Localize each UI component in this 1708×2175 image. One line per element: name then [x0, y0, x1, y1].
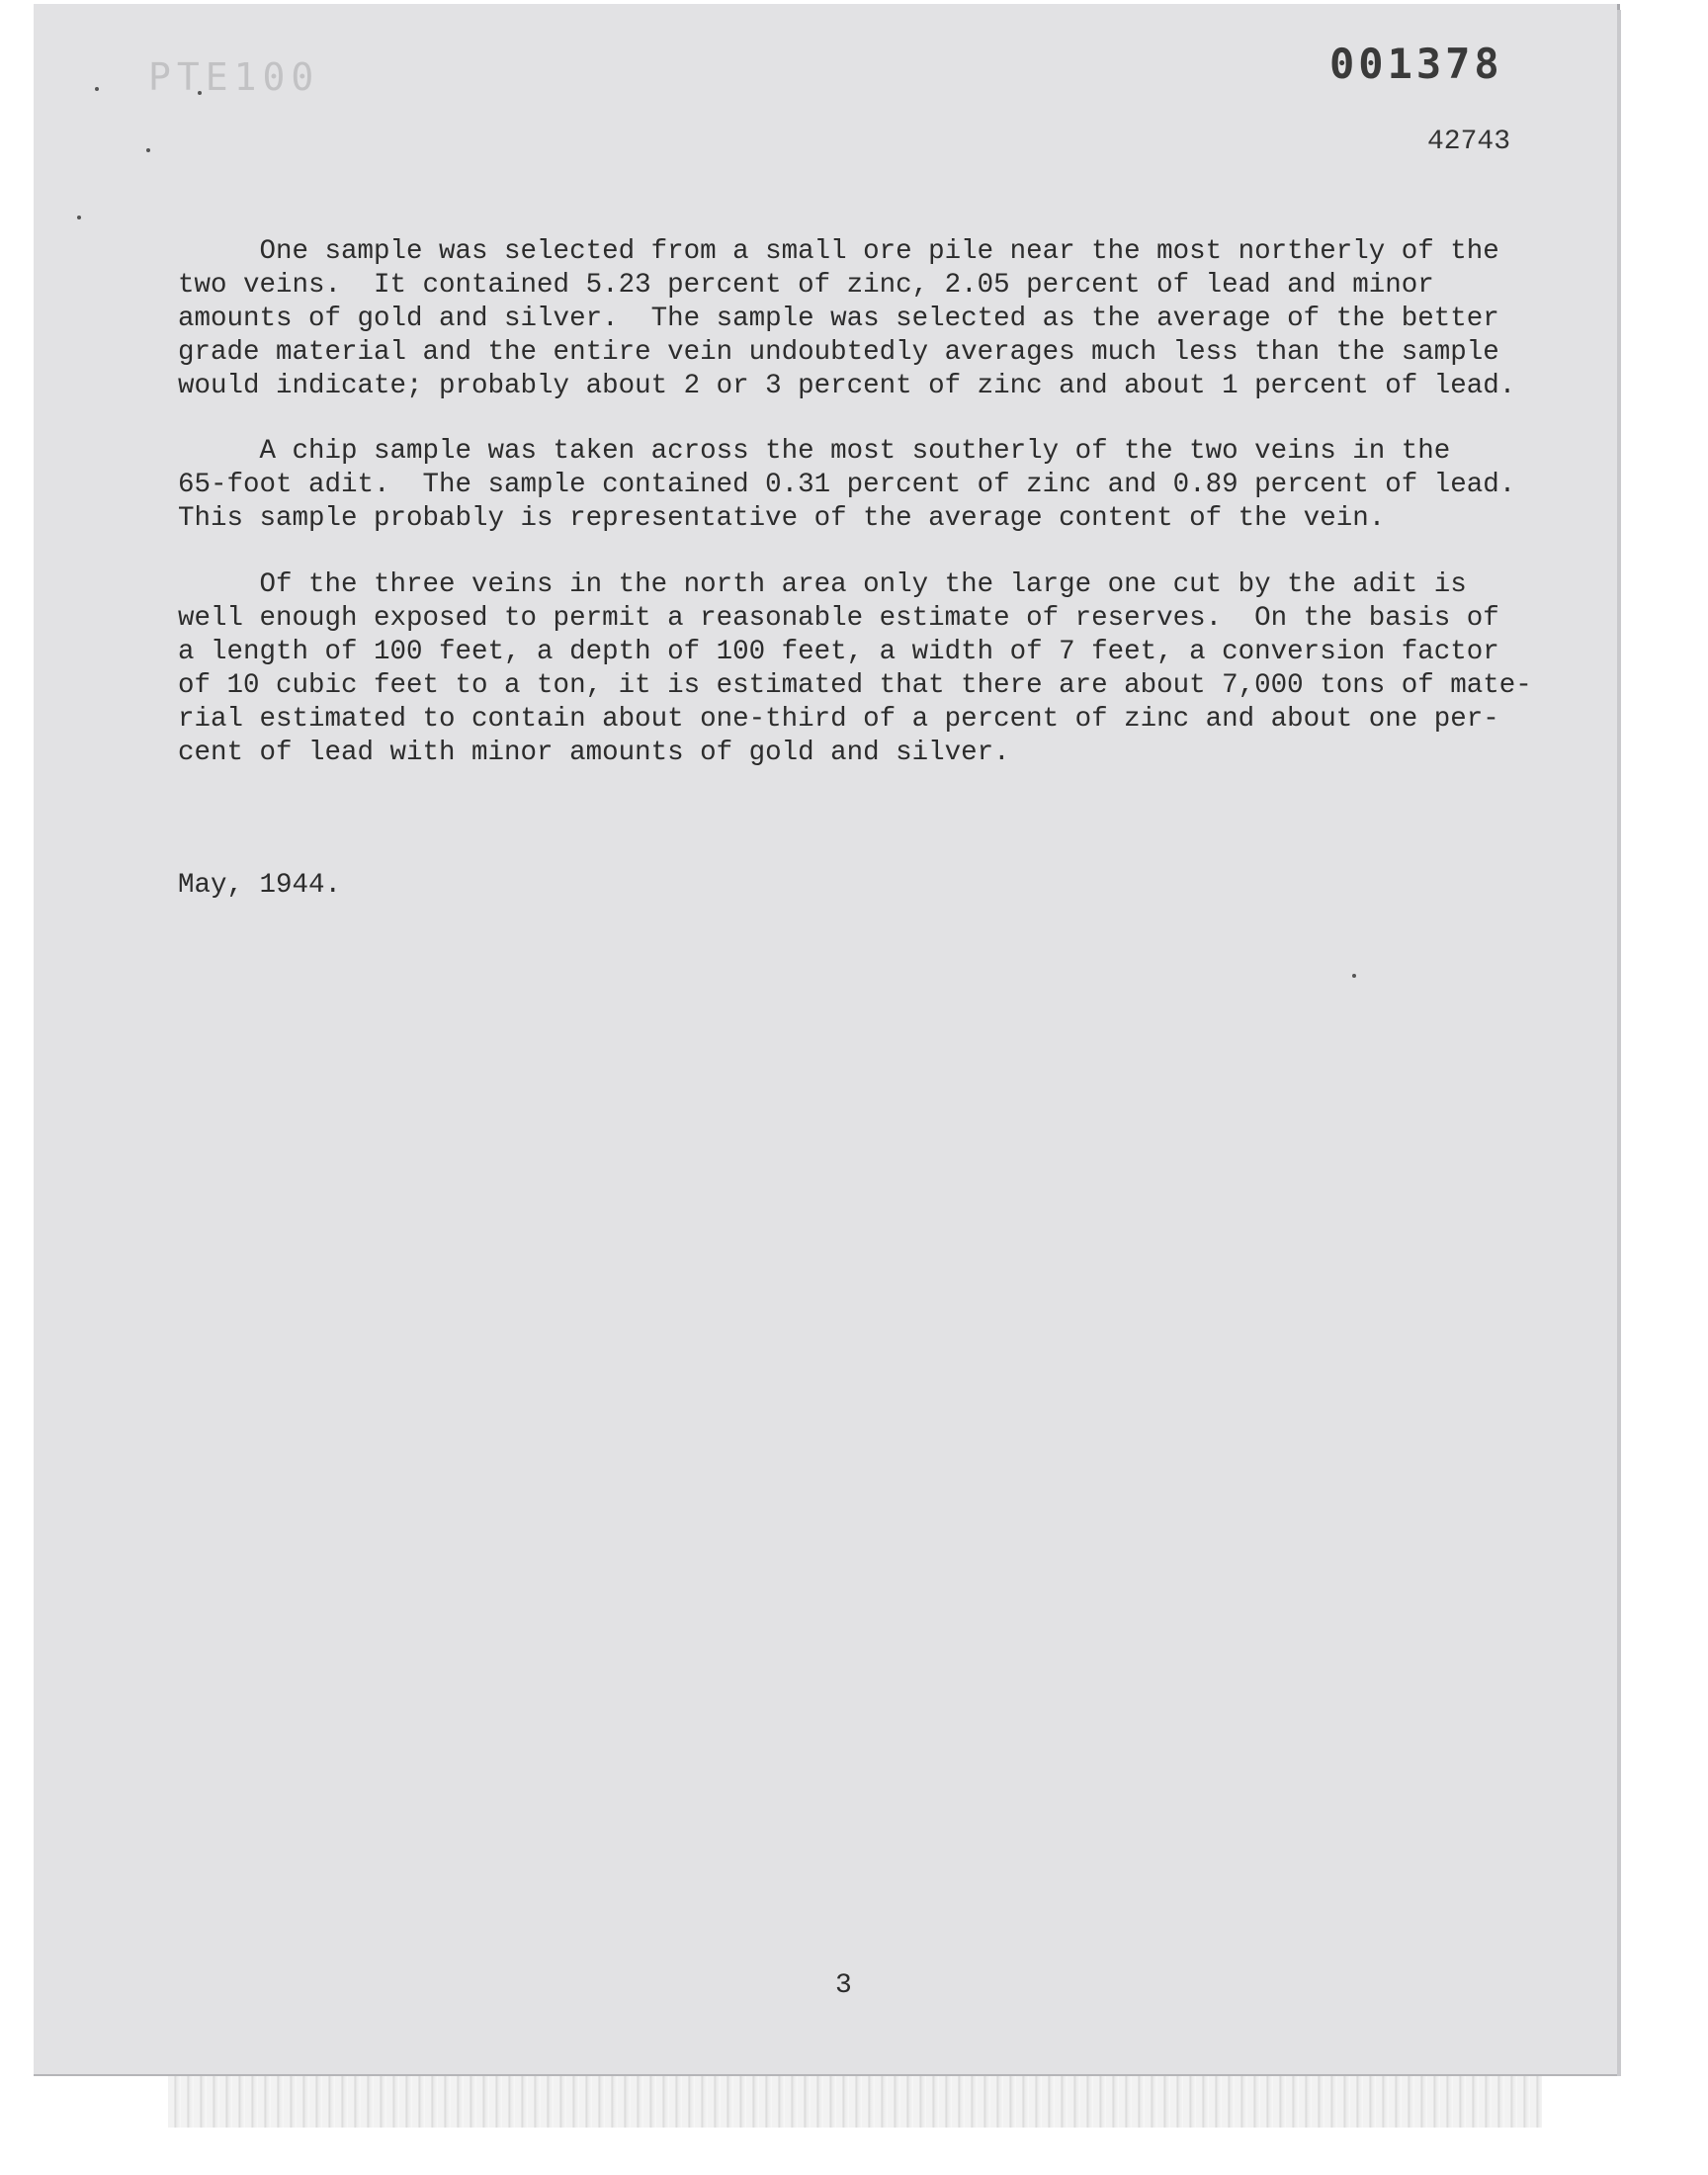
text-line: cent of lead with minor amounts of gold and silver. [178, 738, 1010, 768]
text-line: would indicate; probably about 2 or 3 percent of zinc and about 1 percent of lead. [178, 371, 1516, 401]
document-date: May, 1944. [178, 870, 342, 901]
text-line: rial estimated to contain about one-third of a percent of zinc and about one per- [178, 704, 1499, 735]
paper-edge-shadow [1617, 10, 1621, 2076]
text-line: Of the three veins in the north area only the large one cut by the adit is [178, 569, 1467, 600]
text-line: two veins. It contained 5.23 percent of zinc, 2.05 percent of lead and minor [178, 270, 1434, 301]
document-number: 001378 [1329, 40, 1503, 88]
text-line: One sample was selected from a small ore pile near the most northerly of the [178, 236, 1499, 267]
paragraph-chip-sample [178, 435, 1530, 536]
paragraph-reserves-estimate [178, 568, 1530, 770]
text-line: 65-foot adit. The sample contained 0.31 percent of zinc and 0.89 percent of lead. [178, 470, 1516, 500]
dust-speck [77, 216, 81, 219]
text-line: grade material and the entire vein undoubtedly averages much less than the sample [178, 337, 1499, 368]
text-line: This sample probably is representative of the average content of the vein. [178, 503, 1386, 534]
text-line: A chip sample was taken across the most southerly of the two veins in the [178, 436, 1451, 467]
dust-speck [146, 148, 150, 152]
text-line: of 10 cubic feet to a ton, it is estimated that there are about 7,000 tons of mate- [178, 670, 1532, 701]
scanner-artifact-strip [168, 2076, 1542, 2128]
page-number: 3 [835, 1970, 852, 2001]
dust-speck [1352, 974, 1356, 978]
paragraph-ore-pile-sample [178, 235, 1530, 403]
text-line: a length of 100 feet, a depth of 100 feet, a width of 7 feet, a conversion factor [178, 637, 1499, 667]
reference-number: 42743 [1427, 127, 1511, 157]
dust-speck [95, 87, 99, 91]
faded-stamp-number: PTE100 [148, 55, 320, 99]
text-line: amounts of gold and silver. The sample was selected as the average of the better [178, 304, 1499, 334]
text-line: well enough exposed to permit a reasonable estimate of reserves. On the basis of [178, 603, 1499, 634]
